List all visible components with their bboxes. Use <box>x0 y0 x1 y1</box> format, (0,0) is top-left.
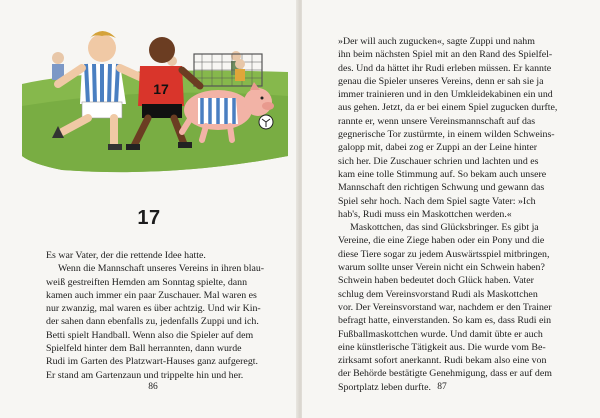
text-line: kamen auch immer ein paar Zuschauer. Mal waren es <box>46 289 257 301</box>
text-line: Spiel sehr hoch. Nach dem Spiel sagte Vater: »Ich <box>338 195 536 207</box>
text-line: Maskottchen, das sind Glücksbringer. Es gibt ja <box>350 222 539 234</box>
text-line: nur zwanzig, mal waren es über achtzig. Und wir Kin- <box>46 303 261 315</box>
page-number-right: 87 <box>437 382 447 392</box>
text-line: Mannschaft den richtigen Schwung und gewann das <box>338 182 545 194</box>
text-line: Er stand am Gartenzaun und trippelte hin und her. <box>46 369 244 381</box>
text-line: immer trainieren und in den Umkleidekabinen ein und <box>338 89 553 101</box>
text-line: vor. Der Vereinsvorstand war, nachdem er den Trainer <box>338 301 552 313</box>
text-line: rannte er, wenn unsere Vereinsmannschaft auf das <box>338 115 536 127</box>
football-illustration <box>22 6 288 178</box>
text-line: Sportplatz leben durfte. <box>338 381 431 393</box>
chapter-number: 17 <box>137 207 161 229</box>
text-line: Vereine, die eine Ziege haben oder ein Pony und die <box>338 235 545 247</box>
text-line: des. Und da hättet ihr Rudi erleben müssen. Er kannte <box>338 62 552 74</box>
text-line: gegnerische Tor zustürmte, in einem wilden Schweins- <box>338 129 555 141</box>
text-line: der sahen dann ebenfalls zu, jedenfalls Zuppi und ich. <box>46 316 259 328</box>
text-line: Rudi im Garten des Platzwart-Hauses ganz aufgeregt. <box>46 356 258 368</box>
text-line: weiß gestreiften Hemden am Sonntag spielte, dann <box>46 276 248 288</box>
left-page <box>0 0 298 418</box>
text-line: warum sollte unser Verein nicht ein Schwein haben? <box>338 262 545 274</box>
text-line: Wenn die Mannschaft unseres Vereins in ihren blau- <box>58 263 265 275</box>
text-line: Fußballmaskottchen wurde. Und damit übte er auch <box>338 328 543 340</box>
text-line: eine künstlerische Tätigkeit aus. Die wurde vom Be- <box>338 341 546 353</box>
text-line: Es war Vater, der die rettende Idee hatte. <box>46 250 206 261</box>
text-line: ihn beim nächsten Spiel mit an den Rand des Spielfel- <box>338 49 553 61</box>
text-line: Betti spielt Handball. Wenn also die Spieler auf dem <box>46 329 254 341</box>
right-page-text <box>338 35 557 394</box>
text-line: Schwein haben bedeutet doch Glück haben. Vater <box>338 275 534 287</box>
text-line: galopp mit, dabei zog er Zuppi an der Leine hinter <box>338 142 538 154</box>
text-line: hab's, Rudi muss ein Maskottchen werden.« <box>338 208 512 220</box>
text-line: genau die Spieler unseres Vereins, denn er sah sie ja <box>338 75 544 87</box>
text-line: Spielfeld hinter dem Ball herrannten, dann wurde <box>46 343 242 355</box>
text-line: »Der will auch zugucken«, sagte Zuppi und nahm <box>338 36 535 47</box>
text-line: kam eine tolle Stimmung auf. So bekam auch unsere <box>338 168 547 180</box>
text-line: schlug dem Vereinsvorstand Rudi als Maskottchen <box>338 288 538 300</box>
page-number-left: 86 <box>148 382 158 392</box>
shirt-number: 17 <box>153 81 169 97</box>
left-page-text <box>46 249 264 382</box>
text-line: diese Tiere sogar zu jedem Auswärtsspiel mitbringen, <box>338 248 550 260</box>
text-line: befragt hatte, einverstanden. So kam es, dass Rudi ein <box>338 315 552 327</box>
text-line: sich her. Die Zuschauer schrien und lachten und es <box>338 155 539 167</box>
text-line: der Behörde bestätigte Genehmigung, dass er auf dem <box>338 368 552 380</box>
right-page <box>302 0 600 418</box>
text-line: zirksamt sofort anerkannt. Rudi bekam also eine von <box>338 355 547 367</box>
text-line: aus gehen. Jetzt, da er bei einem Spiel zugucken durfte, <box>338 102 558 114</box>
